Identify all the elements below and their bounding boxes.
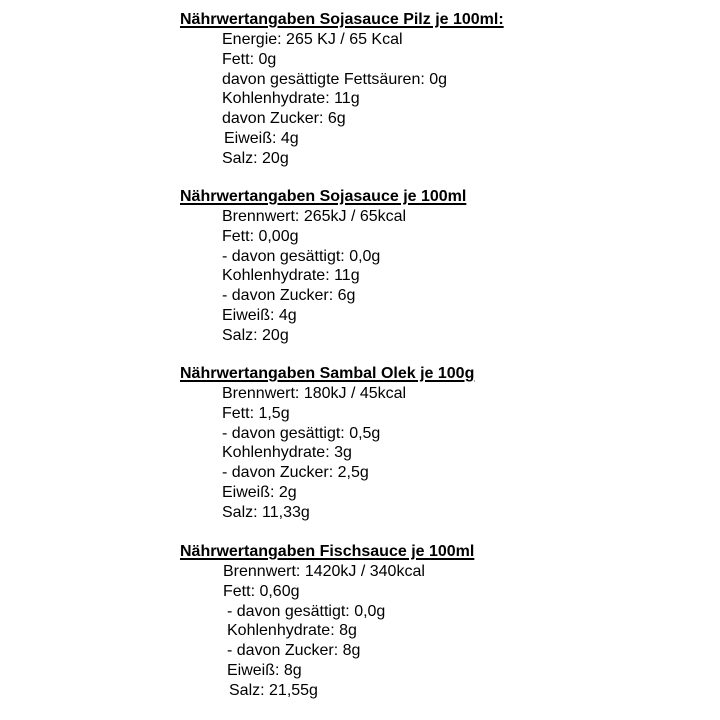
nutrition-rows: [222, 384, 474, 523]
nutrition-row-carbohydrates: Kohlenhydrate: 3g: [222, 444, 352, 462]
nutrition-row-carbohydrates: Kohlenhydrate: 11g: [222, 267, 360, 285]
nutrition-row-fat: Fett: 1,5g: [222, 404, 290, 422]
nutrition-row-energy: Brennwert: 265kJ / 65kcal: [222, 208, 407, 225]
nutrition-row-protein: Eiweiß: 8g: [227, 661, 302, 679]
nutrition-row-protein: Eiweiß: 4g: [224, 129, 299, 147]
nutrition-row-fat: Fett: 0,00g: [222, 227, 299, 245]
nutrition-row-salt: Salz: 20g: [222, 149, 289, 167]
nutrition-row-protein: Eiweiß: 4g: [222, 306, 297, 324]
nutrition-row-energy: Brennwert: 180kJ / 45kcal: [222, 385, 407, 402]
nutrition-row-saturated-fat: - davon gesättigt: 0,0g: [227, 602, 386, 620]
nutrition-row-carbohydrates: Kohlenhydrate: 11g: [222, 90, 360, 108]
nutrition-rows: [222, 207, 466, 346]
section-title: Nährwertangaben Sambal Olek je 100g: [180, 365, 475, 382]
nutrition-row-fat: Fett: 0g: [222, 50, 277, 68]
section-title: Nährwertangaben Sojasauce je 100ml: [180, 188, 467, 205]
section-title: Nährwertangaben Sojasauce Pilz je 100ml:: [180, 11, 504, 28]
section-title: Nährwertangaben Fischsauce je 100ml: [180, 543, 475, 560]
nutrition-section-sambal-olek: [180, 364, 474, 523]
nutrition-row-sugar: - davon Zucker: 6g: [222, 287, 356, 305]
nutrition-section-fish-sauce: [180, 542, 474, 701]
nutrition-row-carbohydrates: Kohlenhydrate: 8g: [227, 622, 357, 640]
nutrition-rows: [222, 30, 504, 169]
nutrition-row-energy: Energie: 265 KJ / 65 Kcal: [222, 31, 403, 48]
nutrition-row-salt: Salz: 20g: [222, 326, 289, 344]
nutrition-row-sugar: - davon Zucker: 2,5g: [222, 464, 369, 482]
nutrition-row-salt: Salz: 21,55g: [229, 681, 318, 699]
nutrition-row-salt: Salz: 11,33g: [222, 503, 310, 521]
nutrition-row-saturated-fat: - davon gesättigt: 0,0g: [222, 247, 381, 265]
nutrition-rows: [223, 562, 474, 701]
nutrition-row-energy: Brennwert: 1420kJ / 340kcal: [223, 563, 425, 580]
nutrition-section-soy-sauce: [180, 187, 466, 346]
nutrition-row-fat: Fett: 0,60g: [223, 582, 300, 600]
nutrition-row-saturated-fat: davon gesättigte Fettsäuren: 0g: [222, 70, 448, 88]
nutrition-row-protein: Eiweiß: 2g: [222, 483, 297, 501]
nutrition-row-sugar: - davon Zucker: 8g: [227, 642, 361, 660]
nutrition-row-saturated-fat: - davon gesättigt: 0,5g: [222, 424, 381, 442]
nutrition-section-soy-sauce-mushroom: [180, 10, 504, 169]
nutrition-row-sugar: davon Zucker: 6g: [222, 110, 346, 128]
